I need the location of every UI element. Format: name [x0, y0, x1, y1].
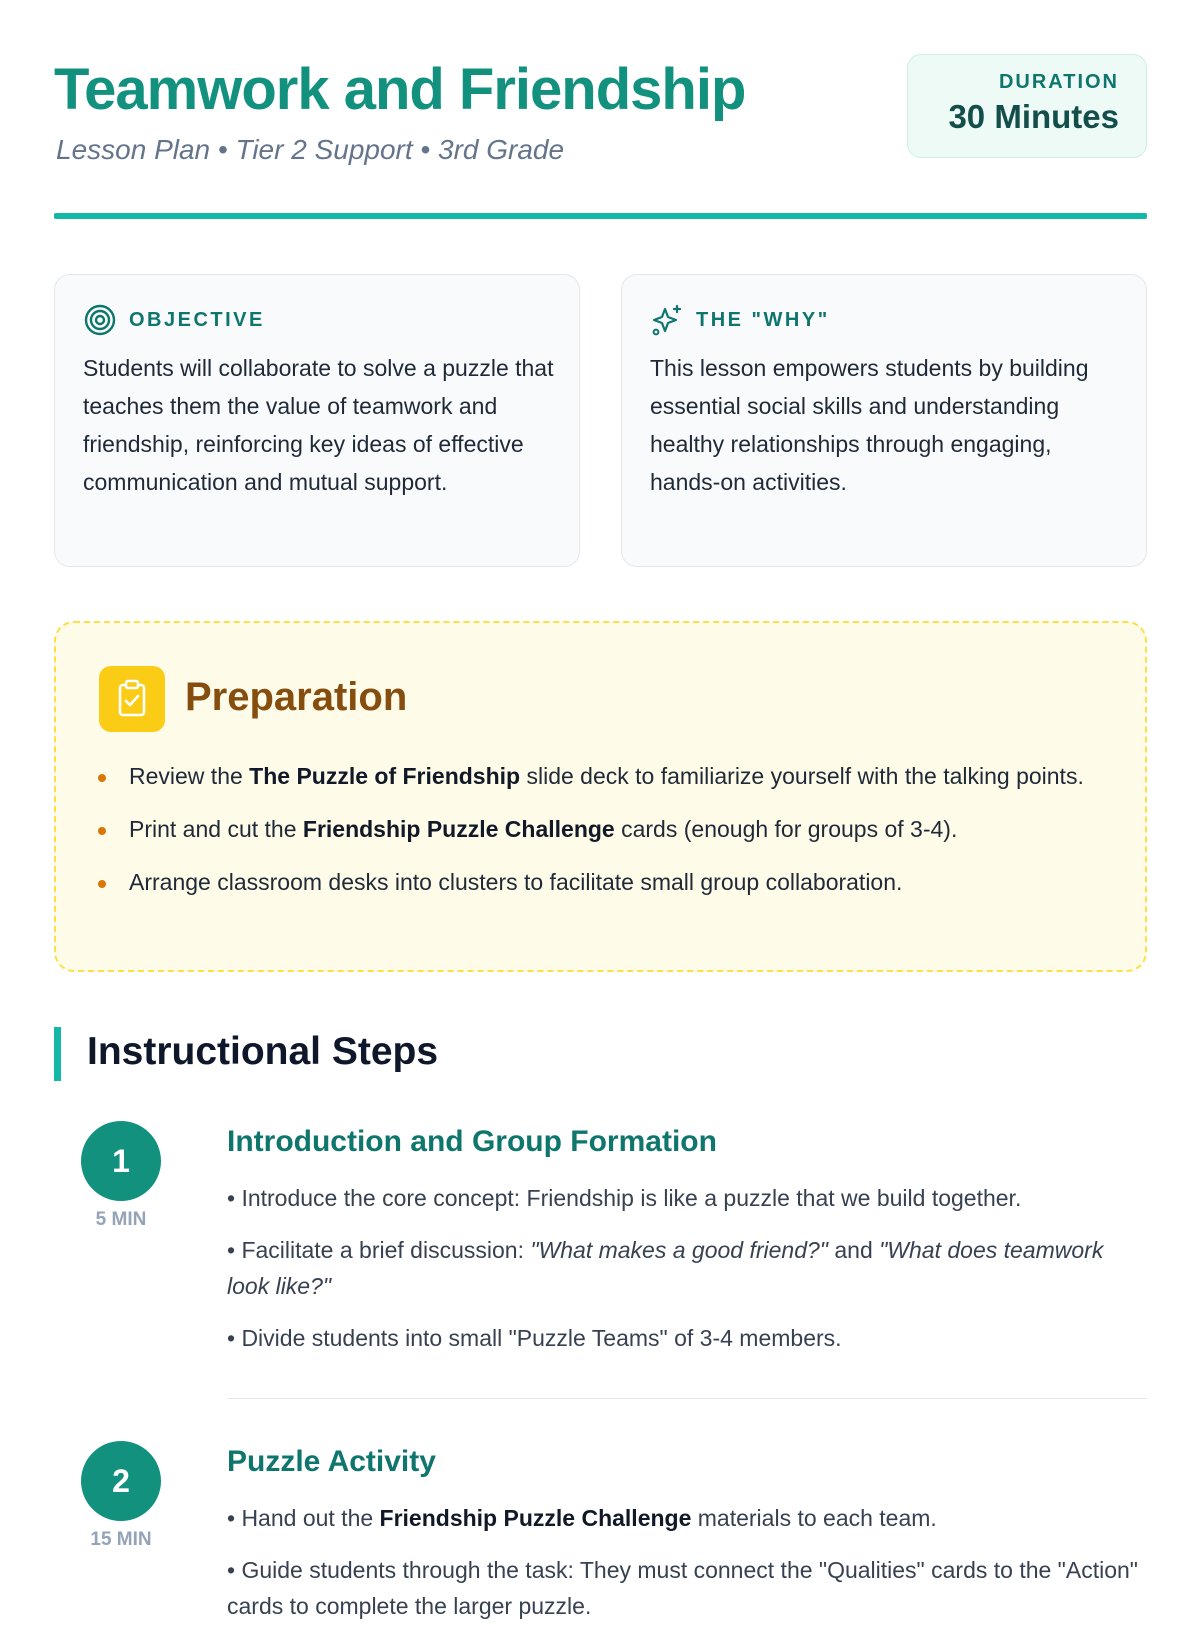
why-text: This lesson empowers students by building essential social skills and understanding healthy relationships through engaging, hands-on activities.: [650, 355, 1089, 495]
list-item: • Facilitate a brief discussion: "What makes a good friend?" and "What does teamwork look like?": [227, 1237, 1104, 1299]
section-accent-bar: [54, 1027, 61, 1081]
why-card: [621, 274, 1147, 567]
step-bullets-1: [227, 1180, 1147, 1372]
clipboard-check-icon: [99, 666, 165, 732]
quote-text: "What does teamwork look like?": [227, 1237, 1104, 1299]
duration-value: 30 Minutes: [948, 98, 1119, 135]
page-subtitle: Lesson Plan • Tier 2 Support • 3rd Grade: [56, 134, 565, 165]
list-item: • Introduce the core concept: Friendship is like a puzzle that we build together.: [227, 1185, 1022, 1211]
bullet-dot: [98, 774, 106, 782]
step-number-1: 1: [81, 1121, 161, 1201]
section-title: Instructional Steps: [87, 1030, 439, 1073]
list-item: Review the The Puzzle of Friendship slide deck to familiarize yourself with the talking points.: [129, 759, 1119, 793]
page-title: Teamwork and Friendship: [54, 57, 746, 122]
list-item: • Guide students through the task: They must connect the "Qualities" cards to the "Action" cards to complete the larger puzzle.: [227, 1557, 1138, 1619]
lesson-header: [54, 50, 1147, 165]
duration-badge: [907, 54, 1147, 158]
step-divider: [227, 1398, 1147, 1399]
bold-text: Friendship Puzzle Challenge: [302, 816, 615, 842]
bullet-dot: [98, 880, 106, 888]
list-item: Print and cut the Friendship Puzzle Challenge cards (enough for groups of 3-4).: [129, 812, 1119, 846]
sparkles-icon: [650, 303, 684, 337]
step-bullets-2: [227, 1500, 1147, 1640]
preparation-list: [129, 759, 1119, 918]
quote-text: "What makes a good friend?": [530, 1237, 828, 1263]
why-heading: THE "WHY": [696, 309, 830, 331]
bold-text: The Puzzle of Friendship: [249, 763, 521, 789]
list-item: • Hand out the Friendship Puzzle Challenge materials to each team.: [227, 1505, 937, 1531]
preparation-panel: [54, 621, 1147, 972]
bullet-dot: [98, 827, 106, 835]
objective-card: [54, 274, 580, 567]
objective-heading: OBJECTIVE: [129, 309, 265, 331]
list-item: Arrange classroom desks into clusters to facilitate small group collaboration.: [129, 865, 1119, 899]
step-time-1: 5 MIN: [95, 1209, 147, 1230]
bold-text: Friendship Puzzle Challenge: [379, 1505, 692, 1531]
step-title-1: Introduction and Group Formation: [227, 1125, 717, 1158]
step-time-2: 15 MIN: [90, 1529, 152, 1550]
list-item: • Divide students into small "Puzzle Teams" of 3-4 members.: [227, 1325, 842, 1351]
objective-text: Students will collaborate to solve a puzzle that teaches them the value of teamwork and friendship, reinforcing key ideas of effective communication and mutual support.: [83, 355, 554, 495]
duration-label: DURATION: [998, 71, 1119, 93]
step-title-2: Puzzle Activity: [227, 1445, 436, 1478]
step-number-2: 2: [81, 1441, 161, 1521]
preparation-badge: [99, 666, 165, 732]
header-divider: [54, 213, 1147, 219]
preparation-title: Preparation: [185, 675, 408, 719]
target-icon: [83, 303, 117, 337]
